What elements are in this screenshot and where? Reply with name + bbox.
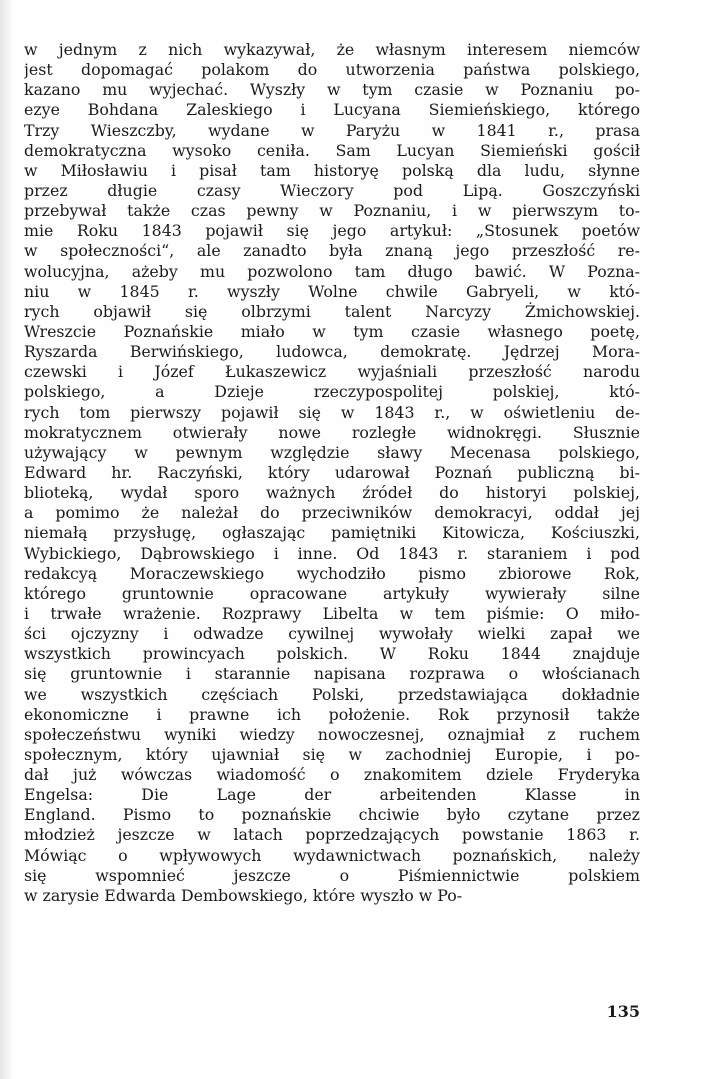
body-text [24, 40, 640, 906]
text-line: rych tom pierwszy pojawił się w 1843 r., w oświetleniu de- [24, 402, 640, 422]
text-line: Wybickiego, Dąbrowskiego i inne. Od 1843 r. staraniem i pod [24, 543, 640, 563]
page-number: 135 [606, 1002, 640, 1021]
text-line: którego gruntownie opracowane artykuły wywierały silne [24, 583, 640, 603]
text-line: wolucyjna, ażeby mu pozwolono tam długo bawić. W Pozna- [24, 261, 640, 281]
text-line: kazano mu wyjechać. Wyszły w tym czasie w Poznaniu po- [24, 80, 640, 100]
text-line: przez długie czasy Wieczory pod Lipą. Goszczyński [24, 180, 640, 200]
text-line: a pomimo że należał do przeciwników demokracyi, oddał jej [24, 503, 640, 523]
text-line: społecznym, który ujawniał się w zachodniej Europie, i po- [24, 744, 640, 764]
text-line: Edward hr. Raczyński, który udarował Poznań publiczną bi- [24, 462, 640, 482]
text-line: czewski i Józef Łukaszewicz wyjaśniali przeszłość narodu [24, 362, 640, 382]
text-line: przebywał także czas pewny w Poznaniu, i w pierwszym to- [24, 201, 640, 221]
text-line: w społeczności“, ale zanadto była znaną jego przeszłość re- [24, 241, 640, 261]
text-line: ezye Bohdana Zaleskiego i Lucyana Siemieńskiego, którego [24, 100, 640, 120]
text-line: i trwałe wrażenie. Rozprawy Libelta w tem piśmie: O miło- [24, 603, 640, 623]
text-line: młodzież jeszcze w latach poprzedzających powstanie 1863 r. [24, 825, 640, 845]
text-line: Engelsa: Die Lage der arbeitenden Klasse in [24, 785, 640, 805]
text-line: redakcyą Moraczewskiego wychodziło pismo zbiorowe Rok, [24, 563, 640, 583]
page-gutter-shadow [0, 0, 14, 1079]
text-line: England. Pismo to poznańskie chciwie było czytane przez [24, 805, 640, 825]
text-line: niu w 1845 r. wyszły Wolne chwile Gabryeli, w któ- [24, 281, 640, 301]
text-line: w zarysie Edwarda Dembowskiego, które wyszło w Po- [24, 885, 463, 905]
text-line: demokratyczna wysoko ceniła. Sam Lucyan Siemieński gościł [24, 140, 640, 160]
text-line: we wszystkich częściach Polski, przedstawiająca dokładnie [24, 684, 640, 704]
text-line: jest dopomagać polakom do utworzenia państwa polskiego, [24, 60, 640, 80]
text-line: w Miłosławiu i pisał tam historyę polską dla ludu, słynne [24, 160, 640, 180]
text-line: blioteką, wydał sporo ważnych źródeł do historyi polskiej, [24, 483, 640, 503]
text-line: rych objawił się olbrzymi talent Narcyzy Żmichowskiej. [24, 301, 640, 321]
text-line: się gruntownie i starannie napisana rozprawa o włościanach [24, 664, 640, 684]
text-line: w jednym z nich wykazywał, że własnym interesem niemców [24, 40, 640, 59]
text-line: Trzy Wieszczby, wydane w Paryżu w 1841 r., prasa [24, 120, 640, 140]
text-line: niemałą przysługę, ogłaszając pamiętniki Kitowicza, Kościuszki, [24, 523, 640, 543]
text-line: ekonomiczne i prawne ich położenie. Rok przynosił także [24, 704, 640, 724]
text-line: ści ojczyzny i odwadze cywilnej wywołały wielki zapał we [24, 624, 640, 644]
text-line: mie Roku 1843 pojawił się jego artykuł: „Stosunek poetów [24, 221, 640, 241]
text-line: używający w pewnym względzie sławy Mecenasa polskiego, [24, 442, 640, 462]
text-line: mokratycznem otwierały nowe rozległe widnokręgi. Słusznie [24, 422, 640, 442]
text-line: Ryszarda Berwińskiego, ludowca, demokratę. Jędrzej Mora- [24, 342, 640, 362]
text-line: Wreszcie Poznańskie miało w tym czasie własnego poetę, [24, 321, 640, 341]
text-line: społeczeństwu wyniki wiedzy nowoczesnej, oznajmiał z ruchem [24, 724, 640, 744]
text-line: wszystkich prowincyach polskich. W Roku 1844 znajduje [24, 644, 640, 664]
text-line: polskiego, a Dzieje rzeczypospolitej polskiej, któ- [24, 382, 640, 402]
text-line: Mówiąc o wpływowych wydawnictwach poznańskich, należy [24, 845, 640, 865]
text-line: się wspomnieć jeszcze o Piśmiennictwie polskiem [24, 865, 640, 885]
text-line: dał już wówczas wiadomość o znakomitem dziele Fryderyka [24, 765, 640, 785]
